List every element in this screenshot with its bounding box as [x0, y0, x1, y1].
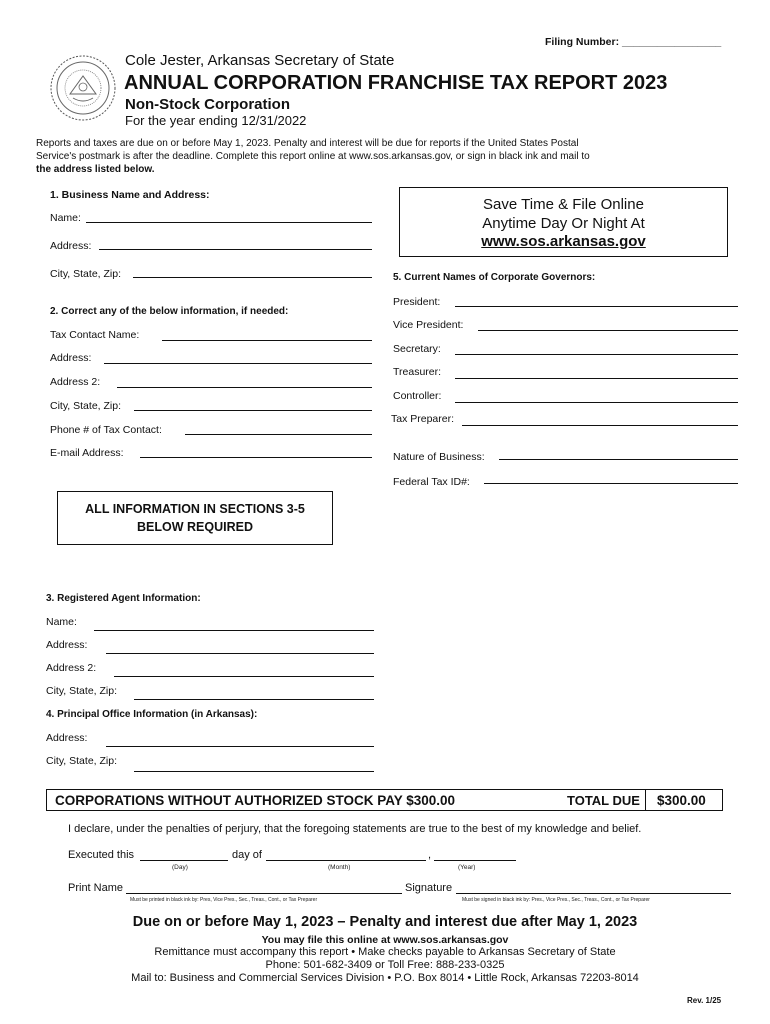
- file-online-notice: You may file this online at www.sos.arkansas.gov: [261, 934, 509, 946]
- agent-name-label: Name:: [46, 616, 77, 628]
- total-due-label: TOTAL DUE: [567, 793, 640, 808]
- business-name-field[interactable]: [86, 222, 372, 223]
- form-title: ANNUAL CORPORATION FRANCHISE TAX REPORT 2023: [124, 72, 668, 94]
- business-address-label: Address:: [50, 240, 92, 252]
- office-city-label: City, State, Zip:: [46, 755, 117, 767]
- intro-paragraph: [36, 137, 748, 176]
- secretary-field[interactable]: [455, 354, 738, 355]
- contact-address-label: Address:: [50, 352, 92, 364]
- section-3-heading: 3. Registered Agent Information:: [46, 593, 201, 604]
- promo-line-2: Anytime Day Or Night At: [482, 215, 645, 232]
- section-2-heading: 2. Correct any of the below information, if needed:: [50, 306, 289, 317]
- file-online-promo: [399, 187, 728, 257]
- print-name-note: Must be printed in black ink by: Pres, Vice Pres., Sec., Treas., Cont., or Tax Preparer: [130, 897, 318, 903]
- total-divider: [645, 790, 646, 810]
- tax-preparer-field[interactable]: [462, 425, 738, 426]
- required-notice: [57, 491, 333, 545]
- contact-city-label: City, State, Zip:: [50, 400, 121, 412]
- agent-address-label: Address:: [46, 639, 88, 651]
- vice-president-field[interactable]: [478, 330, 738, 331]
- treasurer-field[interactable]: [455, 378, 738, 379]
- comma: ,: [428, 849, 432, 861]
- filing-number-label: Filing Number: _________________: [545, 36, 722, 48]
- declaration-text: I declare, under the penalties of perjury, that the foregoing statements are true to the best of my knowledge and belief.: [68, 823, 642, 835]
- tax-contact-field[interactable]: [162, 340, 372, 341]
- contact-phone-field[interactable]: [185, 434, 372, 435]
- agent-city-label: City, State, Zip:: [46, 685, 117, 697]
- contact-email-field[interactable]: [140, 457, 372, 458]
- office-city-field[interactable]: [134, 771, 374, 772]
- executed-label: Executed this: [68, 849, 135, 861]
- section-4-heading: 4. Principal Office Information (in Arkansas):: [46, 709, 258, 720]
- business-name-label: Name:: [50, 212, 81, 224]
- due-date-notice: Due on or before May 1, 2023 – Penalty and interest due after May 1, 2023: [132, 914, 638, 930]
- signature-field[interactable]: [456, 893, 731, 894]
- controller-field[interactable]: [455, 402, 738, 403]
- president-field[interactable]: [455, 306, 738, 307]
- business-city-field[interactable]: [133, 277, 372, 278]
- form-subtitle: Non-Stock Corporation: [125, 96, 290, 113]
- section-1-heading: 1. Business Name and Address:: [50, 189, 210, 201]
- print-name-field[interactable]: [126, 893, 402, 894]
- intro-line-1: Reports and taxes are due on or before May 1, 2023. Penalty and interest will be due for reports if the United States Postal: [36, 138, 579, 149]
- intro-line-3: the address listed below.: [36, 164, 155, 175]
- agent-address2-field[interactable]: [114, 676, 374, 677]
- promo-line-1: Save Time & File Online: [483, 196, 644, 213]
- agent-name-field[interactable]: [94, 630, 374, 631]
- tax-contact-label: Tax Contact Name:: [50, 329, 140, 341]
- treasurer-label: Treasurer:: [393, 366, 442, 378]
- day-of-label: day of: [232, 849, 262, 861]
- payment-bar: [46, 789, 723, 811]
- nature-of-business-field[interactable]: [499, 459, 738, 460]
- day-caption: (Day): [172, 864, 188, 871]
- revision-label: Rev. 1/25: [687, 996, 722, 1005]
- executed-month-field[interactable]: [266, 860, 426, 861]
- contact-address-field[interactable]: [104, 363, 372, 364]
- secretary-name: Cole Jester, Arkansas Secretary of State: [125, 52, 395, 69]
- secretary-label: Secretary:: [393, 343, 441, 355]
- contact-email-label: E-mail Address:: [50, 447, 124, 459]
- contact-city-field[interactable]: [134, 410, 372, 411]
- year-ending: For the year ending 12/31/2022: [125, 113, 307, 128]
- section-5-heading: 5. Current Names of Corporate Governors:: [393, 272, 596, 283]
- mailing-address: Mail to: Business and Commercial Services Division • P.O. Box 8014 • Little Rock, Arkansas 72203-8014: [131, 972, 639, 984]
- nature-of-business-label: Nature of Business:: [393, 451, 485, 463]
- signature-label: Signature: [405, 882, 453, 894]
- notice-line-1: ALL INFORMATION IN SECTIONS 3-5: [85, 502, 305, 516]
- contact-address2-field[interactable]: [117, 387, 372, 388]
- agent-address2-label: Address 2:: [46, 662, 97, 674]
- phone-notice: Phone: 501-682-3409 or Toll Free: 888-233-0325: [265, 959, 505, 971]
- vice-president-label: Vice President:: [393, 319, 464, 331]
- payment-label: CORPORATIONS WITHOUT AUTHORIZED STOCK PAY $300.00: [55, 793, 456, 808]
- intro-line-2: Service's postmark is after the deadline. Complete this report online at www.sos.arkansas.gov, or sign in black ink and mail to: [36, 151, 590, 162]
- arkansas-seal-icon: [46, 54, 120, 122]
- business-city-label: City, State, Zip:: [50, 268, 121, 280]
- contact-phone-label: Phone # of Tax Contact:: [50, 424, 162, 436]
- year-caption: (Year): [458, 864, 476, 871]
- promo-link[interactable]: www.sos.arkansas.gov: [481, 233, 646, 250]
- controller-label: Controller:: [393, 390, 442, 402]
- office-address-field[interactable]: [106, 746, 374, 747]
- business-address-field[interactable]: [99, 249, 372, 250]
- month-caption: (Month): [328, 864, 351, 871]
- signature-note: Must be signed in black ink by: Pres., Vice Pres., Sec., Treas., Cont., or Tax Preparer: [462, 897, 650, 903]
- print-name-label: Print Name: [68, 882, 124, 894]
- executed-day-field[interactable]: [140, 860, 228, 861]
- executed-year-field[interactable]: [434, 860, 516, 861]
- contact-address2-label: Address 2:: [50, 376, 101, 388]
- agent-city-field[interactable]: [134, 699, 374, 700]
- agent-address-field[interactable]: [106, 653, 374, 654]
- office-address-label: Address:: [46, 732, 88, 744]
- president-label: President:: [393, 296, 441, 308]
- federal-tax-id-field[interactable]: [484, 483, 738, 484]
- tax-preparer-label: Tax Preparer:: [391, 413, 455, 425]
- total-due-value: $300.00: [657, 793, 706, 808]
- federal-tax-id-label: Federal Tax ID#:: [393, 476, 470, 488]
- remittance-notice: Remittance must accompany this report • Make checks payable to Arkansas Secretary of State: [154, 946, 616, 958]
- notice-line-2: BELOW REQUIRED: [137, 520, 253, 534]
